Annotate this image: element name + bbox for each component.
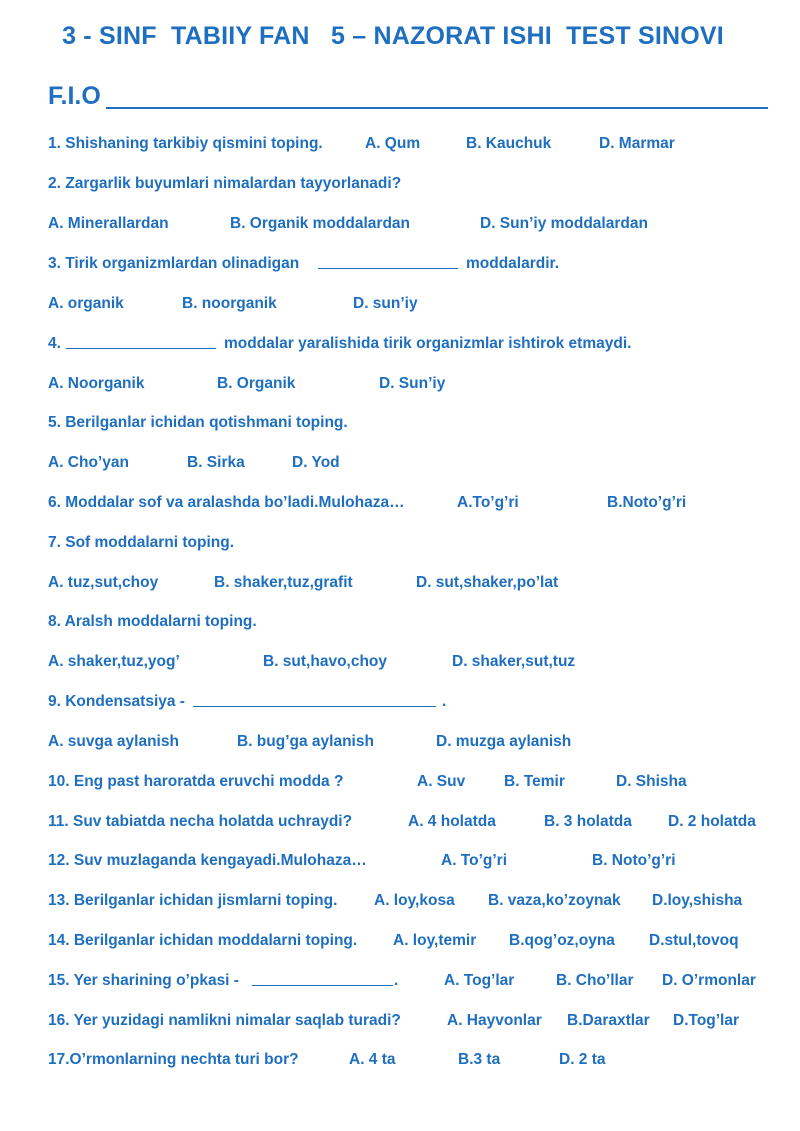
question-8-option-d: D. shaker,sut,tuz xyxy=(452,653,576,670)
question-10-option-b: B. Temir xyxy=(504,773,565,790)
question-1-option-d: D. Marmar xyxy=(599,135,675,152)
question-15-option-b: B. Cho’llar xyxy=(556,972,634,989)
question-8-option-a: A. shaker,tuz,yog’ xyxy=(48,653,180,670)
question-7-option-b: B. shaker,tuz,grafit xyxy=(214,574,353,591)
question-8-text: 8. Aralsh moddalarni toping. xyxy=(48,613,257,630)
question-14-option-b: B.qog’oz,oyna xyxy=(509,932,615,949)
question-13-text: 13. Berilganlar ichidan jismlarni toping. xyxy=(48,892,338,909)
question-11-option-d: D. 2 holatda xyxy=(668,813,756,830)
question-9-option-b: B. bug’ga aylanish xyxy=(237,733,374,750)
question-9-blank xyxy=(193,692,436,713)
question-4-option-b: B. Organik xyxy=(217,375,296,392)
question-11-text: 11. Suv tabiatda necha holatda uchraydi? xyxy=(48,813,353,830)
question-10-text: 10. Eng past haroratda eruvchi modda ? xyxy=(48,773,344,790)
question-14-option-a: A. loy,temir xyxy=(393,932,477,949)
question-9-option-d: D. muzga aylanish xyxy=(436,733,572,750)
question-16-text: 16. Yer yuzidagi namlikni nimalar saqlab turadi? xyxy=(48,1012,401,1029)
question-5-option-b: B. Sirka xyxy=(187,454,245,471)
question-6-option-a: A.To’g’ri xyxy=(457,494,519,511)
question-4-option-a: A. Noorganik xyxy=(48,375,145,392)
fio-label: F.I.O xyxy=(48,82,101,110)
question-3-text-end: moddalardir. xyxy=(466,255,560,272)
question-13-option-d: D.loy,shisha xyxy=(652,892,743,909)
question-7-option-a: A. tuz,sut,choy xyxy=(48,574,159,591)
question-10-option-a: A. Suv xyxy=(417,773,466,790)
question-2-option-a: A. Minerallardan xyxy=(48,215,169,232)
question-12-text: 12. Suv muzlaganda kengayadi.Mulohaza… xyxy=(48,852,367,869)
question-13-option-a: A. loy,kosa xyxy=(374,892,455,909)
question-7-text: 7. Sof moddalarni toping. xyxy=(48,534,234,551)
question-2-option-b: B. Organik moddalardan xyxy=(230,215,411,232)
question-17-option-a: A. 4 ta xyxy=(349,1051,396,1068)
question-8-option-b: B. sut,havo,choy xyxy=(263,653,388,670)
question-3-option-d: D. sun’iy xyxy=(353,295,418,312)
question-1-option-b: B. Kauchuk xyxy=(466,135,552,152)
question-4-blank xyxy=(66,334,216,355)
question-11-option-b: B. 3 holatda xyxy=(544,813,632,830)
question-12-option-b: B. Noto’g’ri xyxy=(592,852,676,869)
question-4-number: 4. xyxy=(48,335,61,352)
question-14-text: 14. Berilganlar ichidan moddalarni toping. xyxy=(48,932,358,949)
question-5-option-a: A. Cho’yan xyxy=(48,454,129,471)
question-15-blank xyxy=(252,971,393,992)
question-1-option-a: A. Qum xyxy=(365,135,421,152)
page-title: 3 - SINF TABIIY FAN 5 – NAZORAT ISHI TEST SINOVI xyxy=(62,22,724,50)
question-11-option-a: A. 4 holatda xyxy=(408,813,496,830)
question-17-text: 17.O’rmonlarning nechta turi bor? xyxy=(48,1051,299,1068)
question-9-text: 9. Kondensatsiya - xyxy=(48,693,185,710)
question-9-option-a: A. suvga aylanish xyxy=(48,733,179,750)
question-4-option-d: D. Sun’iy xyxy=(379,375,446,392)
question-10-option-d: D. Shisha xyxy=(616,773,687,790)
question-6-text: 6. Moddalar sof va aralashda bo’ladi.Mulohaza… xyxy=(48,494,405,511)
question-17-option-b: B.3 ta xyxy=(458,1051,501,1068)
question-5-option-d: D. Yod xyxy=(292,454,340,471)
question-15-option-d: D. O’rmonlar xyxy=(662,972,756,989)
fio-answer-line xyxy=(106,107,768,109)
question-14-option-d: D.stul,tovoq xyxy=(649,932,739,949)
question-3-option-b: B. noorganik xyxy=(182,295,277,312)
question-4-text: moddalar yaralishida tirik organizmlar ishtirok etmaydi. xyxy=(224,335,632,352)
question-16-option-a: A. Hayvonlar xyxy=(447,1012,542,1029)
question-3-option-a: A. organik xyxy=(48,295,124,312)
question-7-option-d: D. sut,shaker,po’lat xyxy=(416,574,559,591)
question-16-option-d: D.Tog’lar xyxy=(673,1012,740,1029)
question-9-text-end: . xyxy=(442,693,447,710)
question-16-option-b: B.Daraxtlar xyxy=(567,1012,650,1029)
question-5-text: 5. Berilganlar ichidan qotishmani toping. xyxy=(48,414,348,431)
question-15-text-end: . xyxy=(394,972,399,989)
question-3-blank xyxy=(318,254,458,275)
question-12-option-a: A. To’g’ri xyxy=(441,852,508,869)
question-1-text: 1. Shishaning tarkibiy qismini toping. xyxy=(48,135,323,152)
question-17-option-d: D. 2 ta xyxy=(559,1051,606,1068)
question-6-option-b: B.Noto’g’ri xyxy=(607,494,687,511)
question-2-text: 2. Zargarlik buyumlari nimalardan tayyorlanadi? xyxy=(48,175,402,192)
question-2-option-d: D. Sun’iy moddalardan xyxy=(480,215,648,232)
question-15-text: 15. Yer sharining o’pkasi - xyxy=(48,972,239,989)
question-3-text: 3. Tirik organizmlardan olinadigan xyxy=(48,255,300,272)
question-15-option-a: A. Tog’lar xyxy=(444,972,515,989)
question-13-option-b: B. vaza,ko’zoynak xyxy=(488,892,621,909)
